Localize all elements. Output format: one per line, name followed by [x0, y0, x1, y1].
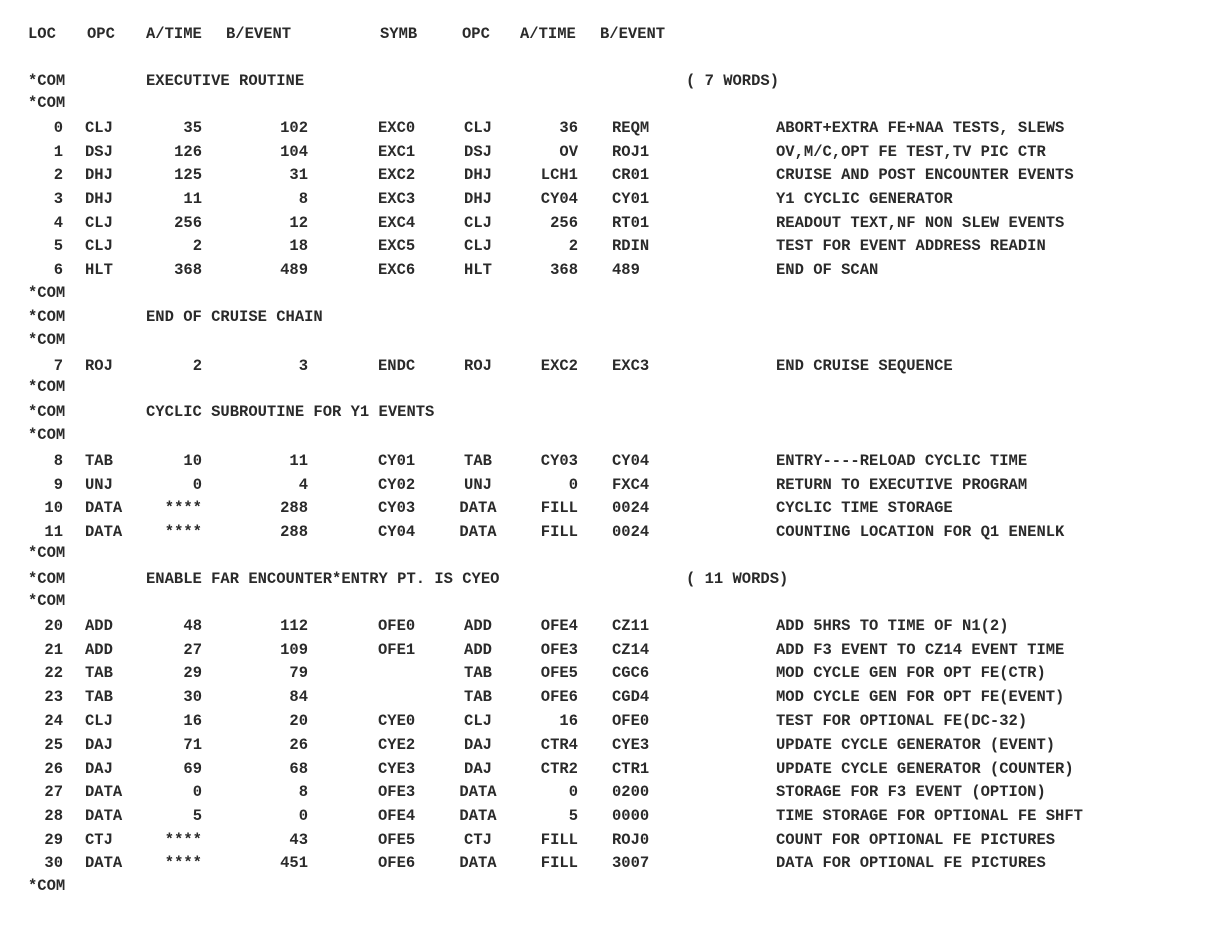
com-marker: *COM	[28, 94, 66, 112]
a-time2-cell: LCH1	[540, 166, 578, 184]
section-title: ENABLE FAR ENCOUNTER*ENTRY PT. IS CYEO	[146, 570, 500, 588]
a-time-cell: 126	[174, 143, 202, 161]
b-event-cell: 43	[289, 831, 308, 849]
symb-cell: EXC3	[378, 190, 416, 208]
col-header-a-time-2: A/TIME	[520, 25, 576, 43]
symb-cell: OFE3	[378, 783, 416, 801]
section-title: EXECUTIVE ROUTINE	[146, 72, 305, 90]
opc-cell: DAJ	[85, 760, 113, 778]
symb-cell: OFE4	[378, 807, 416, 825]
loc-cell: 23	[44, 688, 63, 706]
b-event2-cell: ROJ1	[612, 143, 650, 161]
b-event2-cell: CGC6	[612, 664, 650, 682]
a-time-cell: 69	[183, 760, 202, 778]
loc-cell: 20	[44, 617, 63, 635]
listing-row	[0, 805, 1217, 827]
opc2-cell: DAJ	[464, 760, 492, 778]
listing-row	[0, 474, 1217, 496]
comment-line	[0, 590, 1217, 612]
loc-cell: 3	[53, 190, 63, 208]
comment-line	[0, 376, 1217, 398]
comment-cell: CYCLIC TIME STORAGE	[776, 499, 953, 517]
listing-row	[0, 615, 1217, 637]
a-time2-cell: OFE3	[540, 641, 578, 659]
a-time2-cell: CY04	[540, 190, 578, 208]
opc2-cell: CLJ	[464, 237, 492, 255]
a-time-cell: 30	[183, 688, 202, 706]
symb-cell: CY01	[378, 452, 416, 470]
a-time2-cell: 0	[568, 783, 578, 801]
a-time-cell: 2	[192, 357, 202, 375]
listing-row	[0, 355, 1217, 377]
opc-cell: DATA	[85, 807, 123, 825]
com-marker: *COM	[28, 426, 66, 444]
opc-cell: DHJ	[85, 166, 113, 184]
com-marker: *COM	[28, 592, 66, 610]
opc-cell: DSJ	[85, 143, 113, 161]
comment-cell: END CRUISE SEQUENCE	[776, 357, 953, 375]
word-count: ( 7 WORDS)	[686, 72, 780, 90]
opc2-cell: CLJ	[464, 119, 492, 137]
symb-cell: CY03	[378, 499, 416, 517]
a-time-cell: 48	[183, 617, 202, 635]
section-title: END OF CRUISE CHAIN	[146, 308, 323, 326]
com-marker: *COM	[28, 308, 66, 326]
opc-cell: DATA	[85, 783, 123, 801]
a-time2-cell: 16	[559, 712, 578, 730]
b-event2-cell: CZ11	[612, 617, 650, 635]
opc-cell: ROJ	[85, 357, 113, 375]
a-time-cell: 0	[192, 783, 202, 801]
b-event-cell: 18	[289, 237, 308, 255]
listing-row	[0, 188, 1217, 210]
a-time2-cell: 5	[568, 807, 578, 825]
loc-cell: 29	[44, 831, 63, 849]
loc-cell: 21	[44, 641, 63, 659]
loc-cell: 6	[53, 261, 63, 279]
opc-cell: CLJ	[85, 119, 113, 137]
b-event-cell: 20	[289, 712, 308, 730]
opc-cell: ADD	[85, 617, 113, 635]
comment-cell: CRUISE AND POST ENCOUNTER EVENTS	[776, 166, 1074, 184]
b-event2-cell: 3007	[612, 854, 650, 872]
a-time-cell: ****	[164, 854, 202, 872]
opc-cell: DHJ	[85, 190, 113, 208]
a-time2-cell: CTR2	[540, 760, 578, 778]
b-event-cell: 288	[280, 499, 308, 517]
a-time-cell: 125	[174, 166, 202, 184]
symb-cell: CY04	[378, 523, 416, 541]
opc2-cell: DATA	[459, 523, 497, 541]
opc-cell: CTJ	[85, 831, 113, 849]
b-event-cell: 0	[298, 807, 308, 825]
b-event-cell: 288	[280, 523, 308, 541]
opc-cell: ADD	[85, 641, 113, 659]
listing-row	[0, 141, 1217, 163]
b-event2-cell: REQM	[612, 119, 650, 137]
opc-cell: TAB	[85, 664, 113, 682]
listing-row	[0, 710, 1217, 732]
loc-cell: 1	[53, 143, 63, 161]
symb-cell: ENDC	[378, 357, 416, 375]
listing-row	[0, 829, 1217, 851]
opc-cell: CLJ	[85, 712, 113, 730]
comment-line	[0, 306, 1217, 328]
symb-cell: EXC0	[378, 119, 416, 137]
b-event2-cell: 0024	[612, 499, 650, 517]
b-event-cell: 102	[280, 119, 308, 137]
a-time2-cell: 36	[559, 119, 578, 137]
symb-cell: CYE2	[378, 736, 416, 754]
a-time-cell: ****	[164, 831, 202, 849]
b-event-cell: 8	[298, 783, 308, 801]
a-time-cell: 11	[183, 190, 202, 208]
comment-cell: ADD 5HRS TO TIME OF N1(2)	[776, 617, 1009, 635]
opc-cell: HLT	[85, 261, 113, 279]
b-event2-cell: CY01	[612, 190, 650, 208]
b-event2-cell: CZ14	[612, 641, 650, 659]
b-event2-cell: CGD4	[612, 688, 650, 706]
loc-cell: 9	[53, 476, 63, 494]
opc2-cell: TAB	[464, 664, 492, 682]
comment-cell: ENTRY----RELOAD CYCLIC TIME	[776, 452, 1028, 470]
symb-cell: CYE0	[378, 712, 416, 730]
b-event2-cell: CY04	[612, 452, 650, 470]
opc-cell: DATA	[85, 854, 123, 872]
comment-cell: END OF SCAN	[776, 261, 879, 279]
symb-cell: CY02	[378, 476, 416, 494]
listing-row	[0, 781, 1217, 803]
loc-cell: 22	[44, 664, 63, 682]
comment-line	[0, 92, 1217, 114]
com-marker: *COM	[28, 72, 66, 90]
comment-line	[0, 875, 1217, 897]
b-event-cell: 109	[280, 641, 308, 659]
listing-row	[0, 164, 1217, 186]
symb-cell: EXC4	[378, 214, 416, 232]
opc-cell: UNJ	[85, 476, 113, 494]
b-event2-cell: 0024	[612, 523, 650, 541]
loc-cell: 10	[44, 499, 63, 517]
comment-cell: COUNT FOR OPTIONAL FE PICTURES	[776, 831, 1056, 849]
a-time-cell: 10	[183, 452, 202, 470]
comment-cell: MOD CYCLE GEN FOR OPT FE(CTR)	[776, 664, 1046, 682]
loc-cell: 26	[44, 760, 63, 778]
com-marker: *COM	[28, 378, 66, 396]
a-time2-cell: EXC2	[540, 357, 578, 375]
loc-cell: 5	[53, 237, 63, 255]
a-time2-cell: CY03	[540, 452, 578, 470]
a-time2-cell: CTR4	[540, 736, 578, 754]
listing-row	[0, 852, 1217, 874]
com-marker: *COM	[28, 544, 66, 562]
comment-cell: ADD F3 EVENT TO CZ14 EVENT TIME	[776, 641, 1065, 659]
b-event2-cell: EXC3	[612, 357, 650, 375]
opc2-cell: DHJ	[464, 166, 492, 184]
a-time-cell: ****	[164, 499, 202, 517]
a-time-cell: ****	[164, 523, 202, 541]
a-time-cell: 35	[183, 119, 202, 137]
a-time-cell: 71	[183, 736, 202, 754]
listing-row	[0, 521, 1217, 543]
com-marker: *COM	[28, 331, 66, 349]
b-event-cell: 4	[298, 476, 308, 494]
section-title: CYCLIC SUBROUTINE FOR Y1 EVENTS	[146, 403, 435, 421]
comment-cell: STORAGE FOR F3 EVENT (OPTION)	[776, 783, 1046, 801]
comment-cell: COUNTING LOCATION FOR Q1 ENENLK	[776, 523, 1065, 541]
opc2-cell: DATA	[459, 854, 497, 872]
b-event2-cell: CR01	[612, 166, 650, 184]
symb-cell: CYE3	[378, 760, 416, 778]
comment-line	[0, 542, 1217, 564]
b-event-cell: 3	[298, 357, 308, 375]
opc2-cell: UNJ	[464, 476, 492, 494]
opc2-cell: DATA	[459, 499, 497, 517]
col-header-a-time: A/TIME	[146, 25, 202, 43]
a-time2-cell: OFE4	[540, 617, 578, 635]
col-header-loc: LOC	[28, 25, 56, 43]
opc2-cell: DSJ	[464, 143, 492, 161]
comment-line	[0, 568, 1217, 590]
listing-row	[0, 662, 1217, 684]
loc-cell: 4	[53, 214, 63, 232]
a-time-cell: 16	[183, 712, 202, 730]
a-time-cell: 29	[183, 664, 202, 682]
opc-cell: CLJ	[85, 237, 113, 255]
opc2-cell: DAJ	[464, 736, 492, 754]
comment-cell: RETURN TO EXECUTIVE PROGRAM	[776, 476, 1028, 494]
loc-cell: 2	[53, 166, 63, 184]
comment-line	[0, 282, 1217, 304]
a-time-cell: 0	[192, 476, 202, 494]
opc2-cell: ROJ	[464, 357, 492, 375]
b-event-cell: 26	[289, 736, 308, 754]
opc-cell: DATA	[85, 499, 123, 517]
a-time2-cell: OFE5	[540, 664, 578, 682]
opc2-cell: ADD	[464, 617, 492, 635]
a-time2-cell: 368	[550, 261, 578, 279]
listing-row	[0, 212, 1217, 234]
b-event2-cell: FXC4	[612, 476, 650, 494]
a-time2-cell: OV	[559, 143, 578, 161]
b-event-cell: 112	[280, 617, 308, 635]
comment-line	[0, 70, 1217, 92]
b-event2-cell: 0200	[612, 783, 650, 801]
comment-cell: TEST FOR EVENT ADDRESS READIN	[776, 237, 1046, 255]
loc-cell: 25	[44, 736, 63, 754]
comment-cell: UPDATE CYCLE GENERATOR (EVENT)	[776, 736, 1056, 754]
a-time-cell: 27	[183, 641, 202, 659]
listing-row	[0, 117, 1217, 139]
listing-row	[0, 259, 1217, 281]
col-header-b-event: B/EVENT	[226, 25, 292, 43]
col-header-symb: SYMB	[380, 25, 418, 43]
opc2-cell: CLJ	[464, 712, 492, 730]
symb-cell: EXC5	[378, 237, 416, 255]
b-event-cell: 68	[289, 760, 308, 778]
b-event2-cell: OFE0	[612, 712, 650, 730]
a-time-cell: 5	[192, 807, 202, 825]
comment-cell: TEST FOR OPTIONAL FE(DC-32)	[776, 712, 1028, 730]
b-event-cell: 8	[298, 190, 308, 208]
a-time2-cell: FILL	[540, 499, 578, 517]
opc2-cell: DATA	[459, 807, 497, 825]
col-header-opc-2: OPC	[462, 25, 490, 43]
opc2-cell: CTJ	[464, 831, 492, 849]
a-time2-cell: 2	[568, 237, 578, 255]
loc-cell: 24	[44, 712, 63, 730]
b-event-cell: 79	[289, 664, 308, 682]
a-time2-cell: FILL	[540, 523, 578, 541]
loc-cell: 0	[53, 119, 63, 137]
b-event-cell: 489	[280, 261, 308, 279]
loc-cell: 28	[44, 807, 63, 825]
comment-line	[0, 401, 1217, 423]
b-event-cell: 104	[280, 143, 308, 161]
opc-cell: DAJ	[85, 736, 113, 754]
com-marker: *COM	[28, 570, 66, 588]
comment-cell: DATA FOR OPTIONAL FE PICTURES	[776, 854, 1046, 872]
symb-cell: EXC2	[378, 166, 416, 184]
comment-cell: MOD CYCLE GEN FOR OPT FE(EVENT)	[776, 688, 1065, 706]
symb-cell: OFE5	[378, 831, 416, 849]
column-header-row	[0, 23, 1217, 45]
b-event2-cell: CTR1	[612, 760, 650, 778]
loc-cell: 27	[44, 783, 63, 801]
opc-cell: CLJ	[85, 214, 113, 232]
listing-row	[0, 758, 1217, 780]
listing-row	[0, 497, 1217, 519]
b-event2-cell: 489	[612, 261, 640, 279]
com-marker: *COM	[28, 284, 66, 302]
symb-cell: OFE0	[378, 617, 416, 635]
comment-cell: Y1 CYCLIC GENERATOR	[776, 190, 953, 208]
loc-cell: 8	[53, 452, 63, 470]
opc-cell: TAB	[85, 452, 113, 470]
com-marker: *COM	[28, 403, 66, 421]
a-time-cell: 368	[174, 261, 202, 279]
listing-row	[0, 450, 1217, 472]
loc-cell: 30	[44, 854, 63, 872]
symb-cell: OFE1	[378, 641, 416, 659]
symb-cell: OFE6	[378, 854, 416, 872]
com-marker: *COM	[28, 877, 66, 895]
a-time2-cell: 256	[550, 214, 578, 232]
a-time-cell: 256	[174, 214, 202, 232]
comment-cell: UPDATE CYCLE GENERATOR (COUNTER)	[776, 760, 1074, 778]
opc2-cell: ADD	[464, 641, 492, 659]
b-event2-cell: CYE3	[612, 736, 650, 754]
a-time-cell: 2	[192, 237, 202, 255]
comment-cell: OV,M/C,OPT FE TEST,TV PIC CTR	[776, 143, 1046, 161]
comment-cell: ABORT+EXTRA FE+NAA TESTS, SLEWS	[776, 119, 1065, 137]
opc-cell: DATA	[85, 523, 123, 541]
a-time2-cell: 0	[568, 476, 578, 494]
comment-line	[0, 329, 1217, 351]
opc2-cell: CLJ	[464, 214, 492, 232]
word-count: ( 11 WORDS)	[686, 570, 789, 588]
b-event-cell: 451	[280, 854, 308, 872]
b-event2-cell: RT01	[612, 214, 650, 232]
listing-row	[0, 235, 1217, 257]
b-event2-cell: ROJ0	[612, 831, 650, 849]
loc-cell: 7	[53, 357, 63, 375]
listing-row	[0, 734, 1217, 756]
col-header-opc: OPC	[87, 25, 115, 43]
opc-cell: TAB	[85, 688, 113, 706]
b-event-cell: 31	[289, 166, 308, 184]
col-header-b-event-2: B/EVENT	[600, 25, 666, 43]
listing-row	[0, 686, 1217, 708]
opc2-cell: HLT	[464, 261, 492, 279]
opc2-cell: TAB	[464, 688, 492, 706]
comment-cell: READOUT TEXT,NF NON SLEW EVENTS	[776, 214, 1065, 232]
b-event2-cell: RDIN	[612, 237, 650, 255]
comment-line	[0, 424, 1217, 446]
b-event2-cell: 0000	[612, 807, 650, 825]
opc2-cell: TAB	[464, 452, 492, 470]
a-time2-cell: FILL	[540, 831, 578, 849]
opc2-cell: DHJ	[464, 190, 492, 208]
b-event-cell: 11	[289, 452, 308, 470]
symb-cell: EXC1	[378, 143, 416, 161]
symb-cell: EXC6	[378, 261, 416, 279]
b-event-cell: 84	[289, 688, 308, 706]
opc2-cell: DATA	[459, 783, 497, 801]
loc-cell: 11	[44, 523, 63, 541]
listing-row	[0, 639, 1217, 661]
comment-cell: TIME STORAGE FOR OPTIONAL FE SHFT	[776, 807, 1083, 825]
a-time2-cell: OFE6	[540, 688, 578, 706]
b-event-cell: 12	[289, 214, 308, 232]
a-time2-cell: FILL	[540, 854, 578, 872]
